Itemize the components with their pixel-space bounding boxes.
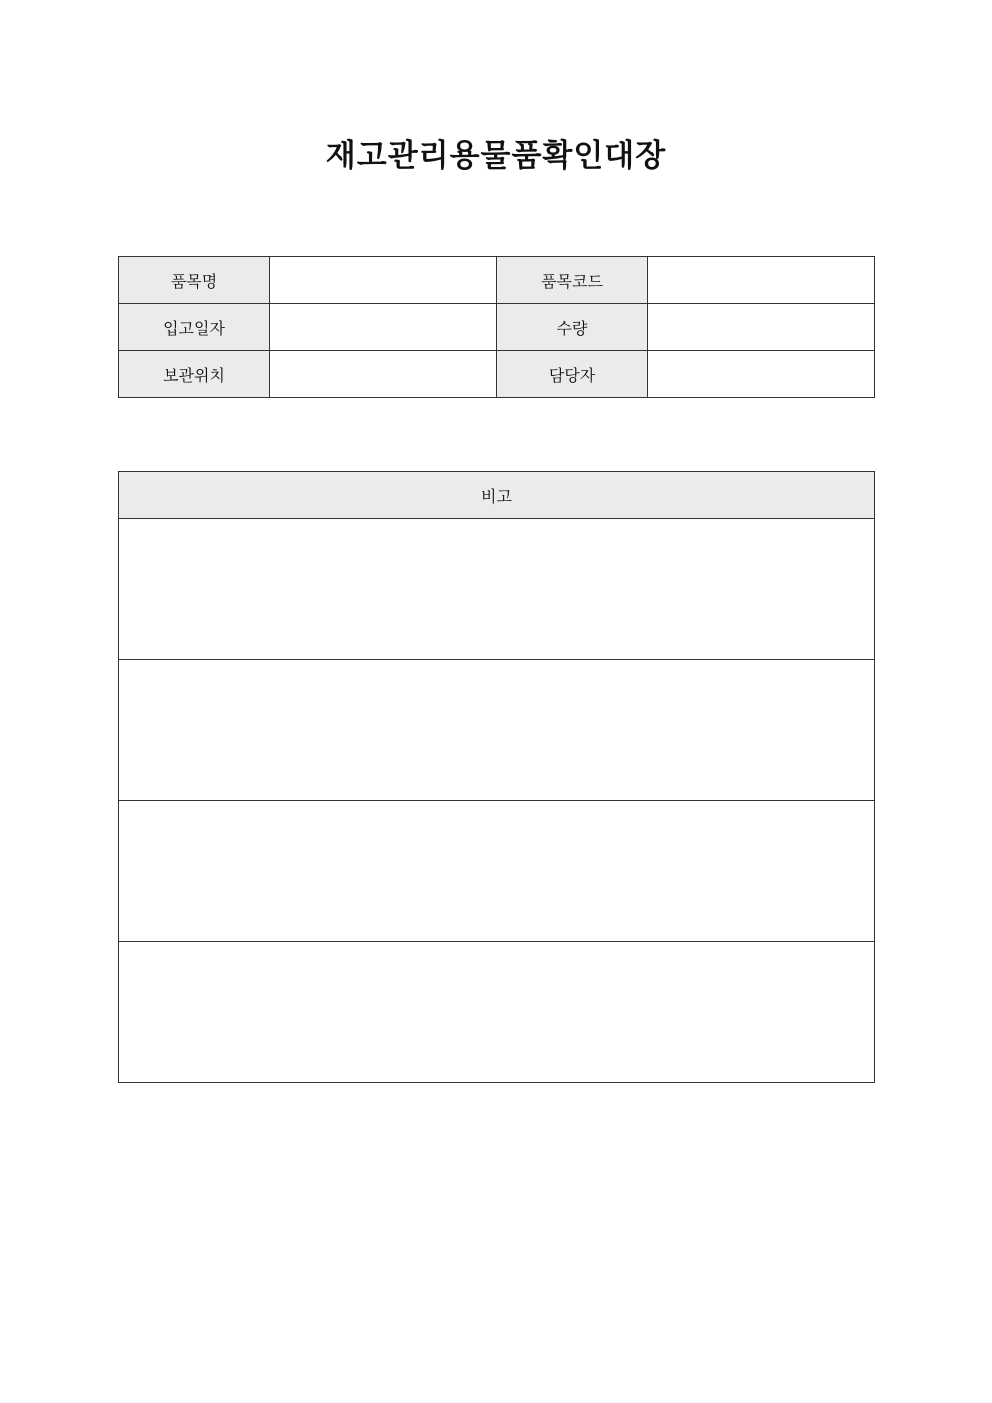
item-code-field[interactable] bbox=[648, 257, 875, 304]
manager-field[interactable] bbox=[648, 351, 875, 398]
remarks-field[interactable] bbox=[119, 519, 875, 660]
quantity-field[interactable] bbox=[648, 304, 875, 351]
storage-location-label: 보관위치 bbox=[119, 351, 270, 398]
quantity-label: 수량 bbox=[497, 304, 648, 351]
info-row-item-name bbox=[119, 257, 875, 304]
remarks-row bbox=[119, 660, 875, 801]
receipt-date-field[interactable] bbox=[270, 304, 497, 351]
item-name-label: 품목명 bbox=[119, 257, 270, 304]
remarks-header: 비고 bbox=[119, 472, 875, 519]
manager-label: 담당자 bbox=[497, 351, 648, 398]
info-row-storage-location bbox=[119, 351, 875, 398]
item-code-label: 품목코드 bbox=[497, 257, 648, 304]
item-info-table bbox=[118, 256, 875, 398]
remarks-row bbox=[119, 942, 875, 1083]
item-name-field[interactable] bbox=[270, 257, 497, 304]
storage-location-field[interactable] bbox=[270, 351, 497, 398]
page-title: 재고관리용물품확인대장 bbox=[325, 138, 667, 174]
remarks-row bbox=[119, 801, 875, 942]
remarks-table bbox=[118, 471, 875, 1083]
remarks-row bbox=[119, 519, 875, 660]
remarks-field[interactable] bbox=[119, 942, 875, 1083]
receipt-date-label: 입고일자 bbox=[119, 304, 270, 351]
remarks-field[interactable] bbox=[119, 801, 875, 942]
info-row-receipt-date bbox=[119, 304, 875, 351]
remarks-field[interactable] bbox=[119, 660, 875, 801]
